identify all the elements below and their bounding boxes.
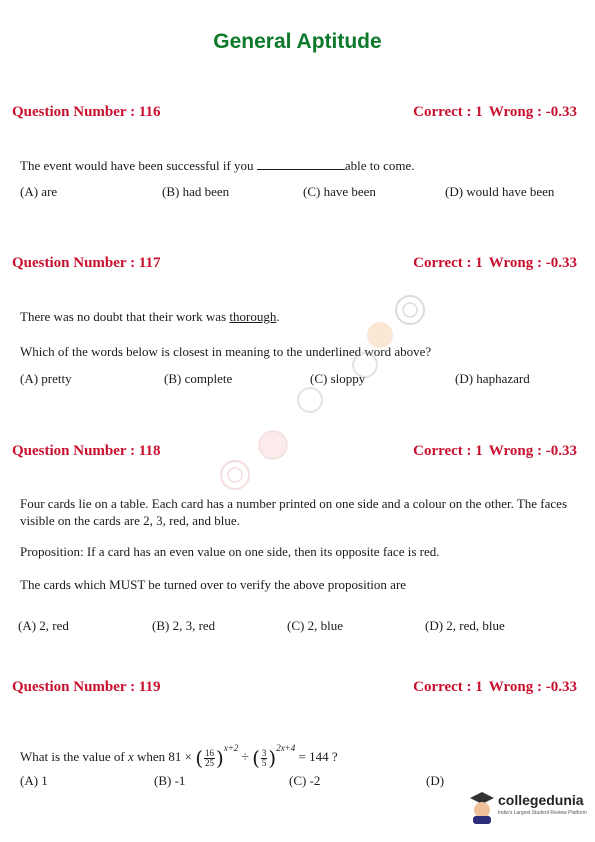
correct-marks: Correct : 1 xyxy=(413,443,483,459)
question-stem-119 xyxy=(20,734,579,772)
option-b[interactable]: (B) complete xyxy=(164,371,233,386)
option-a[interactable]: (A) are xyxy=(20,184,58,199)
fraction-denominator: 25 xyxy=(205,757,215,768)
option-b[interactable]: (B) had been xyxy=(162,184,230,199)
fill-blank xyxy=(257,157,345,170)
stem-text: The event would have been successful if you xyxy=(20,158,254,173)
option-b[interactable]: (B) -1 xyxy=(154,773,186,788)
question-prompt-118: The cards which MUST be turned over to verify the above proposition are xyxy=(20,577,407,592)
marking-scheme xyxy=(407,104,577,121)
stem-text: able to come. xyxy=(344,158,415,173)
exponent: 2x+4 xyxy=(276,743,296,753)
question-header-117 xyxy=(12,255,577,275)
question-paragraph-118: Four cards lie on a table. Each card has a number printed on one side and a colour on the other. The faces visible on the cards are 2, 3, red, and blue. xyxy=(20,496,568,528)
question-number: Question Number : 116 xyxy=(12,104,161,120)
option-a[interactable]: (A) 1 xyxy=(20,773,48,788)
open-paren-icon: ( xyxy=(252,746,260,771)
correct-marks: Correct : 1 xyxy=(413,255,483,271)
stem-text: = 144 ? xyxy=(298,749,338,764)
question-header-116 xyxy=(12,104,577,124)
close-paren-icon: ) xyxy=(268,746,277,771)
fraction-numerator: 16 xyxy=(205,747,215,758)
option-c[interactable]: (C) 2, blue xyxy=(287,618,343,633)
option-b[interactable]: (B) 2, 3, red xyxy=(152,618,216,633)
exponent: x+2 xyxy=(223,743,239,753)
page-title: General Aptitude xyxy=(213,30,382,53)
question-header-119 xyxy=(12,679,577,699)
question-stem-116 xyxy=(20,157,579,174)
collegedunia-logo xyxy=(468,790,588,824)
wrong-marks: Wrong : -0.33 xyxy=(488,443,577,459)
fraction-3-5 xyxy=(261,749,268,768)
wrong-marks: Wrong : -0.33 xyxy=(488,679,577,695)
underlined-word: thorough xyxy=(229,309,277,324)
option-a[interactable]: (A) 2, red xyxy=(18,618,69,633)
proposition-118: Proposition: If a card has an even value on one side, then its opposite face is red. xyxy=(20,544,440,559)
option-d[interactable]: (D) would have been xyxy=(445,184,555,199)
stem-text: when 81 × xyxy=(136,749,192,764)
option-a[interactable]: (A) pretty xyxy=(20,371,72,386)
fraction-numerator: 3 xyxy=(261,747,267,758)
stem-text: What is the value of xyxy=(20,749,125,764)
option-d[interactable]: (D) xyxy=(426,773,445,788)
stem-text: There was no doubt that their work was xyxy=(20,309,227,324)
option-d[interactable]: (D) 2, red, blue xyxy=(425,618,505,633)
question-stem-117 xyxy=(20,308,579,325)
graduate-cap-icon xyxy=(468,790,496,824)
correct-marks: Correct : 1 xyxy=(413,104,483,120)
math-variable: x xyxy=(127,749,134,764)
logo-tagline: India's Largest Student Review Platform xyxy=(498,810,587,816)
wrong-marks: Wrong : -0.33 xyxy=(488,104,577,120)
close-paren-icon: ) xyxy=(216,746,224,771)
question-header-118 xyxy=(12,443,577,463)
marking-scheme xyxy=(407,255,577,272)
fraction-denominator: 5 xyxy=(261,757,267,768)
wrong-marks: Wrong : -0.33 xyxy=(488,255,577,271)
marking-scheme xyxy=(407,679,577,696)
correct-marks: Correct : 1 xyxy=(413,679,483,695)
stem-text: . xyxy=(276,309,280,324)
question-number: Question Number : 117 xyxy=(12,255,161,271)
fraction-16-25 xyxy=(204,749,215,768)
open-paren-icon: ( xyxy=(195,746,204,771)
question-number: Question Number : 119 xyxy=(12,679,161,695)
option-c[interactable]: (C) sloppy xyxy=(310,371,366,386)
question-number: Question Number : 118 xyxy=(12,443,161,459)
marking-scheme xyxy=(407,443,577,460)
option-c[interactable]: (C) -2 xyxy=(289,773,321,788)
option-c[interactable]: (C) have been xyxy=(303,184,376,199)
option-d[interactable]: (D) haphazard xyxy=(455,371,530,386)
question-prompt-117: Which of the words below is closest in meaning to the underlined word above? xyxy=(20,344,432,359)
divide-sign: ÷ xyxy=(241,749,249,764)
logo-brand-text: collegedunia xyxy=(498,792,584,808)
